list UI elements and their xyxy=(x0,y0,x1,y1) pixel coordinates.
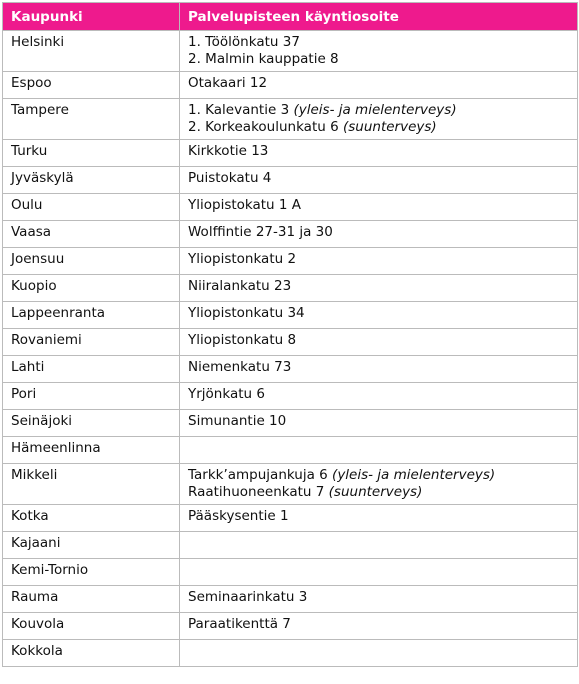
address-text: Yrjönkatu 6 xyxy=(188,386,265,402)
address-cell xyxy=(180,302,578,329)
address-cell xyxy=(180,140,578,167)
address-text: Paraatikenttä 7 xyxy=(188,616,291,632)
table-row xyxy=(3,559,578,586)
table-row xyxy=(3,356,578,383)
address-cell xyxy=(180,437,578,464)
address-line xyxy=(188,197,577,214)
table-body xyxy=(3,31,578,667)
address-text: 1. Töölönkatu 37 xyxy=(188,34,300,50)
address-cell xyxy=(180,640,578,667)
city-cell: Kajaani xyxy=(3,532,180,559)
table-row xyxy=(3,194,578,221)
address-line xyxy=(188,467,577,484)
city-cell: Pori xyxy=(3,383,180,410)
address-cell xyxy=(180,31,578,72)
address-line xyxy=(188,359,577,376)
city-cell: Lahti xyxy=(3,356,180,383)
city-cell: Kotka xyxy=(3,505,180,532)
address-cell xyxy=(180,356,578,383)
address-text: Yliopistonkatu 2 xyxy=(188,251,297,267)
address-cell xyxy=(180,99,578,140)
address-line xyxy=(188,413,577,430)
address-line xyxy=(188,386,577,403)
address-text: Seminaarinkatu 3 xyxy=(188,589,308,605)
address-cell xyxy=(180,221,578,248)
address-line xyxy=(188,305,577,322)
address-cell xyxy=(180,410,578,437)
table-row xyxy=(3,140,578,167)
city-cell: Joensuu xyxy=(3,248,180,275)
city-cell: Tampere xyxy=(3,99,180,140)
city-cell: Turku xyxy=(3,140,180,167)
city-cell: Vaasa xyxy=(3,221,180,248)
address-line xyxy=(188,616,577,633)
table-row xyxy=(3,275,578,302)
table-header-row xyxy=(3,3,578,31)
city-cell: Mikkeli xyxy=(3,464,180,505)
address-text: 1. Kalevantie 3 xyxy=(188,102,294,118)
address-text: Tarkk’ampujankuja 6 xyxy=(188,467,333,483)
column-header-city: Kaupunki xyxy=(3,3,180,31)
address-line xyxy=(188,278,577,295)
table-row xyxy=(3,532,578,559)
service-note: (yleis- ja mielenterveys) xyxy=(293,102,457,118)
address-cell xyxy=(180,194,578,221)
city-cell: Rauma xyxy=(3,586,180,613)
office-address-table xyxy=(2,2,578,667)
address-line xyxy=(188,589,577,606)
address-text: Yliopistonkatu 8 xyxy=(188,332,297,348)
address-text: Puistokatu 4 xyxy=(188,170,272,186)
table-row xyxy=(3,640,578,667)
address-line xyxy=(188,508,577,525)
service-note: (suunterveys) xyxy=(342,119,437,135)
city-cell: Jyväskylä xyxy=(3,167,180,194)
address-text: Raatihuoneenkatu 7 xyxy=(188,484,329,500)
city-cell: Seinäjoki xyxy=(3,410,180,437)
address-line xyxy=(188,251,577,268)
address-line xyxy=(188,119,577,136)
address-cell xyxy=(180,383,578,410)
address-cell xyxy=(180,167,578,194)
service-note: (suunterveys) xyxy=(328,484,423,500)
city-cell: Kokkola xyxy=(3,640,180,667)
address-cell xyxy=(180,72,578,99)
address-line xyxy=(188,170,577,187)
address-cell xyxy=(180,559,578,586)
city-cell: Hämeenlinna xyxy=(3,437,180,464)
address-text: Simunantie 10 xyxy=(188,413,287,429)
address-line xyxy=(188,143,577,160)
address-cell xyxy=(180,329,578,356)
table-row xyxy=(3,302,578,329)
address-text: Pääskysentie 1 xyxy=(188,508,289,524)
address-text: Wolffintie 27-31 ja 30 xyxy=(188,224,333,240)
address-text: Niiralankatu 23 xyxy=(188,278,292,294)
city-cell: Kuopio xyxy=(3,275,180,302)
table-row xyxy=(3,167,578,194)
table-row xyxy=(3,410,578,437)
city-cell: Lappeenranta xyxy=(3,302,180,329)
address-cell xyxy=(180,464,578,505)
table-row xyxy=(3,464,578,505)
address-text: Yliopistokatu 1 A xyxy=(188,197,302,213)
address-line xyxy=(188,75,577,92)
column-header-address: Palvelupisteen käyntiosoite xyxy=(180,3,578,31)
address-line xyxy=(188,224,577,241)
table-row xyxy=(3,72,578,99)
address-text: Niemenkatu 73 xyxy=(188,359,292,375)
city-cell: Rovaniemi xyxy=(3,329,180,356)
table-row xyxy=(3,613,578,640)
address-line xyxy=(188,102,577,119)
address-line xyxy=(188,34,577,51)
city-cell: Helsinki xyxy=(3,31,180,72)
table-row xyxy=(3,586,578,613)
address-line xyxy=(188,332,577,349)
address-text: Otakaari 12 xyxy=(188,75,268,91)
city-cell: Oulu xyxy=(3,194,180,221)
address-text: 2. Korkeakoulunkatu 6 xyxy=(188,119,343,135)
table-row xyxy=(3,383,578,410)
address-line xyxy=(188,51,577,68)
table-row xyxy=(3,505,578,532)
address-cell xyxy=(180,275,578,302)
address-text: Kirkkotie 13 xyxy=(188,143,269,159)
service-note: (yleis- ja mielenterveys) xyxy=(332,467,496,483)
table-row xyxy=(3,329,578,356)
city-cell: Kemi-Tornio xyxy=(3,559,180,586)
table-row xyxy=(3,248,578,275)
address-cell xyxy=(180,586,578,613)
city-cell: Kouvola xyxy=(3,613,180,640)
address-line xyxy=(188,484,577,501)
city-cell: Espoo xyxy=(3,72,180,99)
address-cell xyxy=(180,613,578,640)
address-text: 2. Malmin kauppatie 8 xyxy=(188,51,339,67)
table-row xyxy=(3,99,578,140)
address-text: Yliopistonkatu 34 xyxy=(188,305,305,321)
table-row xyxy=(3,221,578,248)
table-row xyxy=(3,31,578,72)
address-cell xyxy=(180,248,578,275)
address-cell xyxy=(180,532,578,559)
address-cell xyxy=(180,505,578,532)
table-row xyxy=(3,437,578,464)
